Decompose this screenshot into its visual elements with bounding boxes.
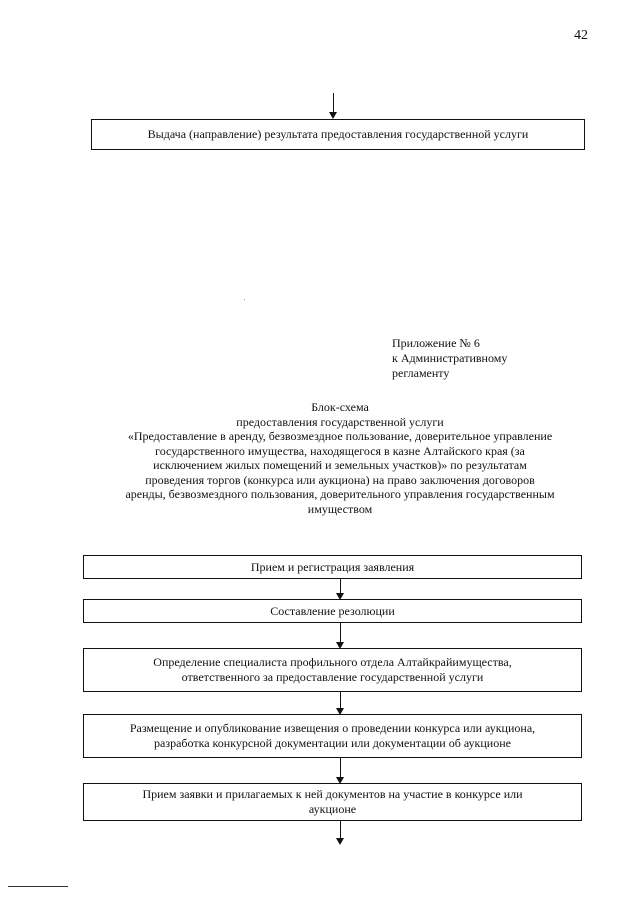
footer-rule xyxy=(8,886,68,887)
flow-step-publication-line-1: Размещение и опубликование извещения о проведении конкурса или аукциона, xyxy=(129,721,536,735)
flow-step-registration-text: Прием и регистрация заявления xyxy=(250,559,415,574)
flow-step-registration xyxy=(83,555,582,579)
flow-connector-1 xyxy=(340,579,341,594)
flow-step-publication-line-2: разработка конкурсной документации или документации об аукционе xyxy=(154,736,511,750)
arrow-down-icon xyxy=(329,112,337,119)
flow-connector-top xyxy=(333,93,334,113)
flow-step-resolution-text: Составление резолюции xyxy=(270,603,395,618)
flow-connector-4 xyxy=(340,758,341,778)
scan-speck xyxy=(244,299,245,300)
flow-connector-2 xyxy=(340,623,341,643)
appendix-line-2: к Административному xyxy=(392,351,508,365)
title-line-5: исключением жилых помещений и земельных участков)» по результатам xyxy=(153,458,527,472)
flow-connector-5 xyxy=(340,821,341,839)
flow-step-publication xyxy=(83,714,582,758)
result-issuance-text: Выдача (направление) результата предоставления государственной услуги xyxy=(147,127,529,141)
appendix-note xyxy=(392,336,507,381)
flow-step-assign-specialist-line-1: Определение специалиста профильного отдела Алтайкрайимущества, xyxy=(153,655,512,669)
flow-connector-3 xyxy=(340,692,341,709)
appendix-line-1: Приложение № 6 xyxy=(392,336,480,350)
flow-step-application-intake-line-2: аукционе xyxy=(308,802,357,816)
flow-step-assign-specialist xyxy=(83,648,582,692)
title-line-1: Блок-схема xyxy=(311,400,369,414)
title-line-7: аренды, безвозмездного пользования, доверительного управления государственным xyxy=(125,487,555,501)
flow-step-application-intake xyxy=(83,783,582,821)
result-issuance-box xyxy=(91,119,585,150)
title-line-3: «Предоставление в аренду, безвозмездное пользование, доверительное управление xyxy=(127,429,553,443)
title-line-6: проведения торгов (конкурса или аукциона) на право заключения договоров xyxy=(145,472,535,487)
flow-step-application-intake-line-1: Прием заявки и прилагаемых к ней документов на участие в конкурсе или xyxy=(142,787,523,801)
appendix-line-3: регламенту xyxy=(392,366,450,380)
page-number: 42 xyxy=(574,28,588,43)
flow-step-assign-specialist-line-2: ответственного за предоставление государственной услуги xyxy=(181,670,484,684)
title-line-2: предоставления государственной услуги xyxy=(236,414,444,429)
flowchart-title xyxy=(82,400,598,516)
flow-step-resolution xyxy=(83,599,582,623)
title-line-4: государственного имущества, находящегося в казне Алтайского края (за xyxy=(155,443,525,458)
arrow-down-icon xyxy=(336,838,344,845)
title-line-8: имуществом xyxy=(307,501,373,516)
